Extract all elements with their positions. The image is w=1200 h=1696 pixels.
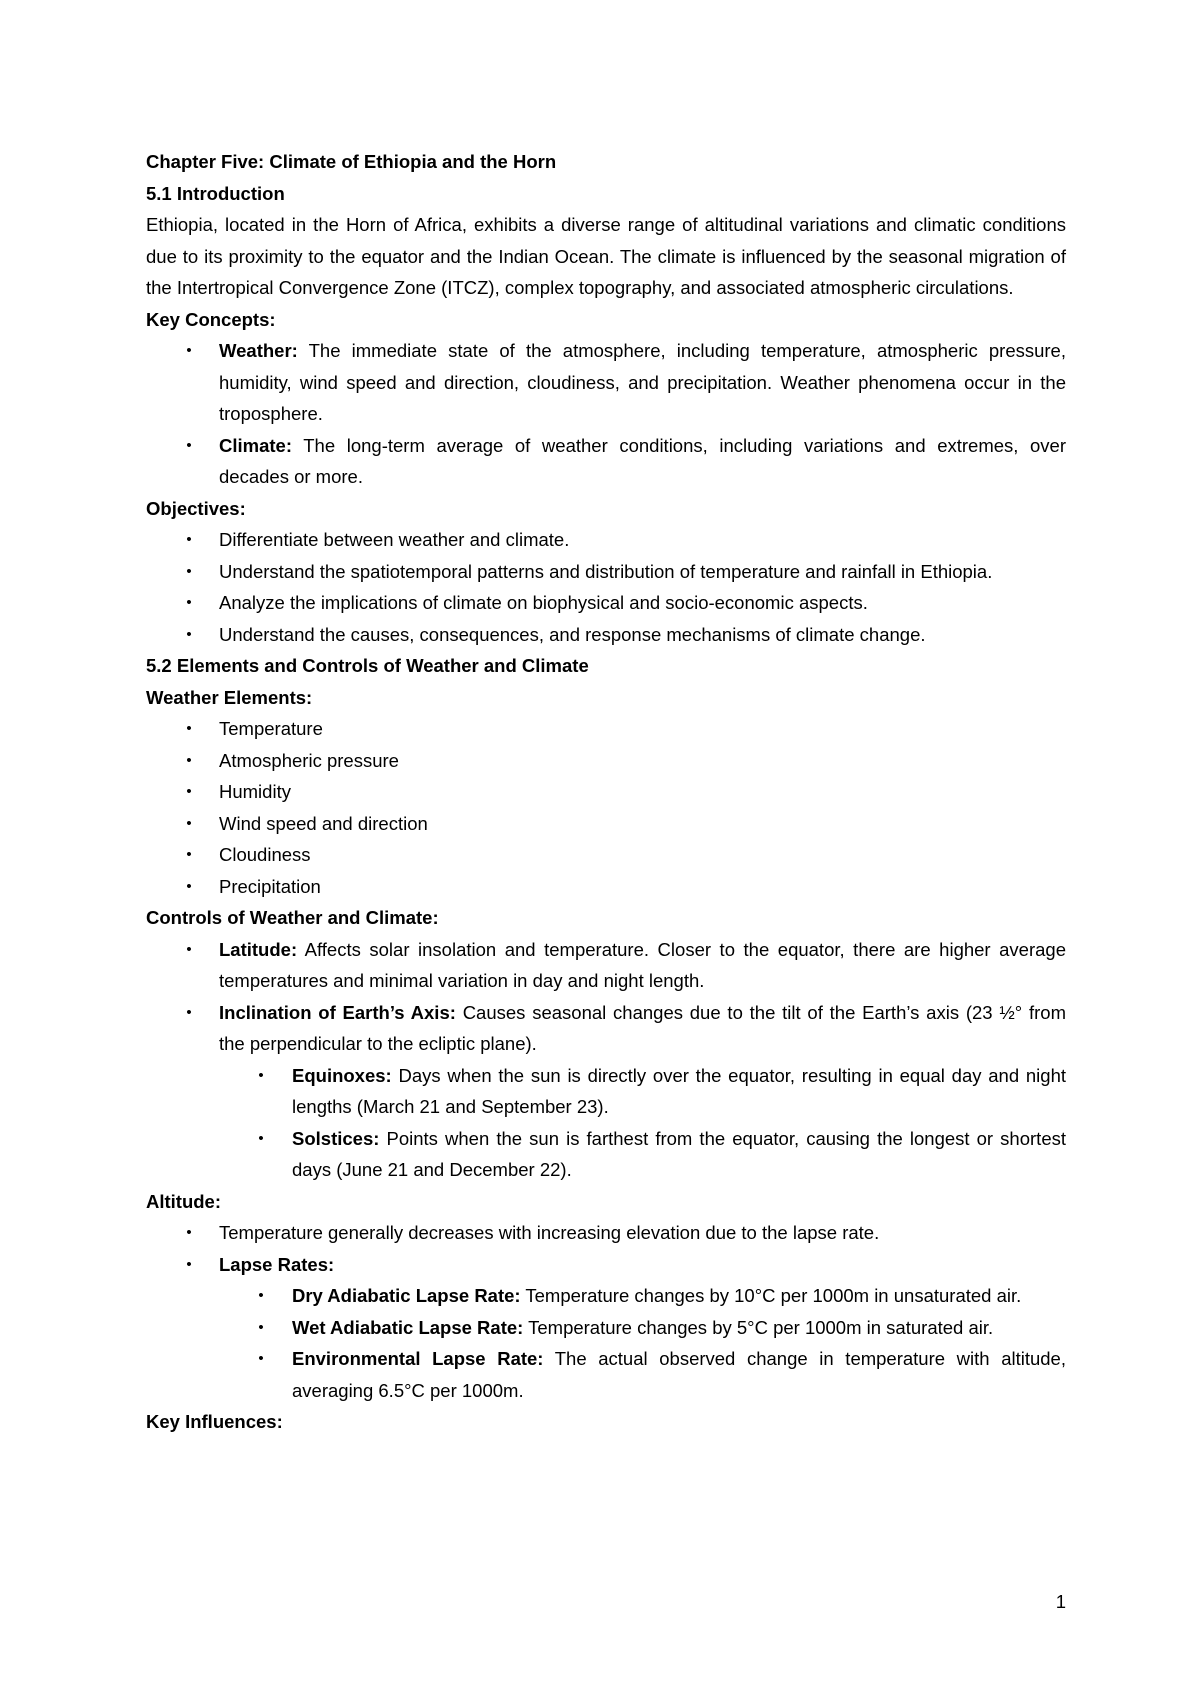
list-item — [146, 335, 1066, 430]
objective-text: Understand the causes, consequences, and response mechanisms of climate change. — [219, 623, 926, 645]
list-item — [146, 587, 1066, 619]
bullet-icon: • — [186, 783, 192, 800]
definition-inclination: Causes seasonal changes due to the tilt of the Earth’s axis (23 ½° from the perpendicular to the ecliptic plane). — [219, 1001, 1066, 1054]
definition-wet-adiabatic: Temperature changes by 5°C per 1000m in saturated air. — [523, 1316, 994, 1338]
introduction-paragraph: Ethiopia, located in the Horn of Africa, exhibits a diverse range of altitudinal variations and climatic conditions due to its proximity to the equator and the Indian Ocean. The climate is influenced by the seasonal migration of the Intertropical Convergence Zone (ITCZ), complex topography, and associated atmospheric circulations. — [146, 214, 1066, 298]
list-item — [146, 1060, 1066, 1123]
list-item — [146, 997, 1066, 1060]
element-text: Precipitation — [219, 875, 321, 897]
introduction-heading: 5.1 Introduction — [146, 182, 285, 204]
bullet-icon: • — [258, 1066, 264, 1084]
term-equinoxes: Equinoxes: — [292, 1064, 392, 1086]
list-item — [146, 619, 1066, 651]
axis-subitems-list — [146, 1060, 1066, 1186]
weather-elements-heading: Weather Elements: — [146, 686, 313, 708]
definition-dry-adiabatic: Temperature changes by 10°C per 1000m in unsaturated air. — [520, 1285, 1022, 1306]
bullet-icon: • — [186, 814, 192, 832]
term-environmental: Environmental Lapse Rate: — [292, 1348, 544, 1369]
definition-weather: The immediate state of the atmosphere, including temperature, atmospheric pressure, humidity, wind speed and direction, cloudiness, and precipitation. Weather phenomena occur in the troposphere. — [219, 340, 1066, 424]
definition-latitude: Affects solar insolation and temperature. Closer to the equator, there are higher average temperatures and minimal variation in day and night length. — [219, 938, 1066, 991]
altitude-text: Temperature generally decreases with increasing elevation due to the lapse rate. — [219, 1222, 880, 1243]
altitude-heading: Altitude: — [146, 1190, 222, 1212]
list-item — [146, 713, 1066, 745]
bullet-icon: • — [186, 342, 192, 359]
list-item — [146, 1280, 1066, 1312]
objective-text: Understand the spatiotemporal patterns and distribution of temperature and rainfall in Ethiopia. — [219, 560, 993, 582]
lapse-rates-list — [146, 1280, 1066, 1406]
objectives-heading: Objectives: — [146, 497, 246, 519]
element-text: Cloudiness — [219, 844, 311, 865]
bullet-icon: • — [258, 1350, 264, 1367]
objective-text: Analyze the implications of climate on biophysical and socio-economic aspects. — [219, 592, 868, 613]
page-number: 1 — [1055, 1591, 1066, 1612]
bullet-icon: • — [186, 594, 192, 611]
definition-climate: The long-term average of weather conditions, including variations and extremes, over decades or more. — [219, 434, 1066, 487]
term-dry-adiabatic: Dry Adiabatic Lapse Rate: — [292, 1285, 521, 1306]
bullet-icon: • — [186, 1224, 192, 1241]
list-item — [146, 745, 1066, 777]
controls-heading: Controls of Weather and Climate: — [146, 907, 439, 928]
bullet-icon: • — [186, 625, 192, 643]
list-item — [146, 430, 1066, 493]
bullet-icon: • — [186, 531, 192, 548]
element-text: Humidity — [219, 781, 291, 802]
definition-solstices: Points when the sun is farthest from the equator, causing the longest or shortest days (June 21 and December 22). — [292, 1127, 1066, 1180]
controls-list — [146, 934, 1066, 1060]
bullet-icon: • — [186, 1003, 192, 1021]
term-inclination: Inclination of Earth’s Axis: — [219, 1001, 456, 1023]
term-weather: Weather: — [219, 340, 298, 361]
list-item — [146, 556, 1066, 588]
bullet-icon: • — [258, 1287, 264, 1304]
section-2-heading: 5.2 Elements and Controls of Weather and Climate — [146, 655, 589, 676]
key-influences-heading: Key Influences: — [146, 1411, 283, 1432]
bullet-icon: • — [186, 940, 192, 958]
list-item — [146, 839, 1066, 871]
key-concepts-list — [146, 335, 1066, 493]
definition-equinoxes: Days when the sun is directly over the equator, resulting in equal day and night lengths (March 21 and September 23). — [292, 1064, 1066, 1117]
list-item — [146, 1249, 1066, 1281]
list-item — [146, 871, 1066, 903]
bullet-icon: • — [258, 1129, 264, 1147]
term-climate: Climate: — [219, 434, 292, 456]
element-text: Wind speed and direction — [219, 812, 428, 834]
weather-elements-list — [146, 713, 1066, 902]
bullet-icon: • — [186, 751, 192, 769]
term-solstices: Solstices: — [292, 1127, 380, 1149]
list-item — [146, 776, 1066, 808]
bullet-icon: • — [258, 1318, 264, 1336]
list-item — [146, 934, 1066, 997]
bullet-icon: • — [186, 846, 192, 863]
altitude-list — [146, 1217, 1066, 1280]
list-item — [146, 808, 1066, 840]
list-item — [146, 1312, 1066, 1344]
bullet-icon: • — [186, 877, 192, 895]
list-item — [146, 1217, 1066, 1249]
element-text: Atmospheric pressure — [219, 749, 399, 771]
lapse-rates-label: Lapse Rates: — [219, 1253, 335, 1275]
term-wet-adiabatic: Wet Adiabatic Lapse Rate: — [292, 1316, 524, 1338]
chapter-title: Chapter Five: Climate of Ethiopia and the Horn — [146, 151, 557, 172]
bullet-icon: • — [186, 562, 192, 580]
key-concepts-heading: Key Concepts: — [146, 308, 276, 330]
objective-text: Differentiate between weather and climate. — [219, 529, 570, 550]
bullet-icon: • — [186, 436, 192, 454]
element-text: Temperature — [219, 718, 323, 739]
list-item — [146, 1343, 1066, 1406]
definition-environmental: The actual observed change in temperature with altitude, averaging 6.5°C per 1000m. — [292, 1348, 1066, 1401]
objectives-list — [146, 524, 1066, 650]
list-item — [146, 1123, 1066, 1186]
bullet-icon: • — [186, 1255, 192, 1273]
list-item — [146, 524, 1066, 556]
term-latitude: Latitude: — [219, 938, 298, 960]
bullet-icon: • — [186, 720, 192, 737]
